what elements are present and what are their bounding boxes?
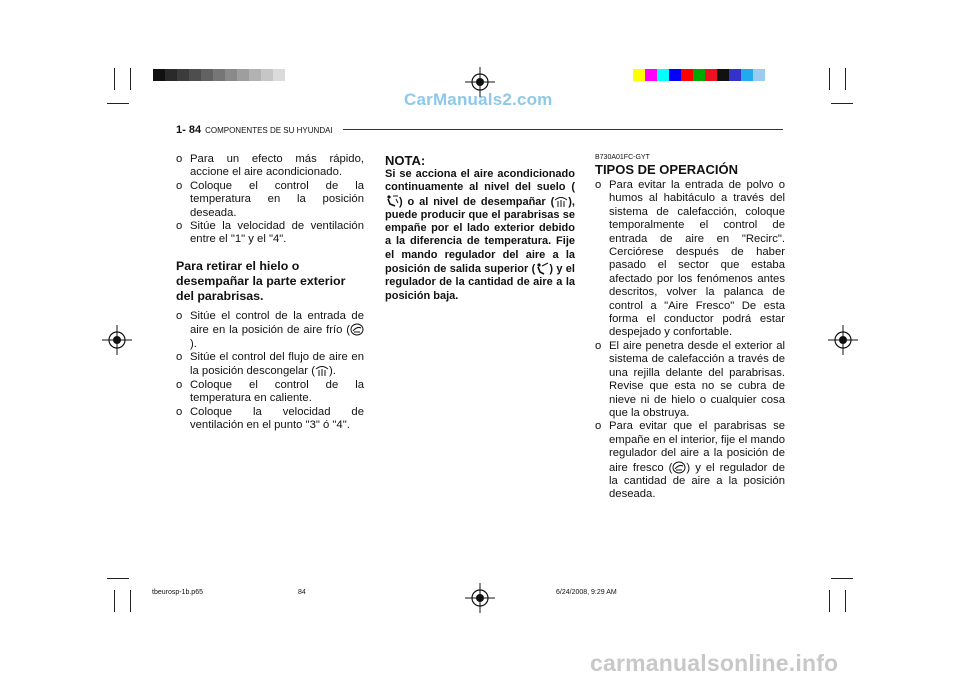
text: ).	[328, 365, 336, 378]
crop-mark	[114, 68, 115, 90]
crop-mark	[829, 68, 830, 90]
color-swatch	[681, 69, 693, 81]
footer-page: 84	[298, 589, 306, 596]
column-middle	[385, 153, 575, 303]
bullet-list	[595, 179, 785, 502]
crop-mark	[107, 103, 129, 104]
text: ) y el regulador de la cantidad de aire a la posición deseada.	[609, 461, 785, 501]
list-item: o Coloque el control de la temperatura en la posición deseada.	[176, 180, 364, 220]
color-swatch	[153, 69, 165, 81]
color-swatch	[753, 69, 765, 81]
defrost-icon	[554, 195, 568, 208]
footer-file: tbeurosp-1b.p65	[152, 589, 203, 596]
text: Para evitar que el parabrisas se empañe en el interior, fije el mando regulador del aire a la posición de aire fresco (	[609, 420, 785, 474]
crop-mark	[845, 68, 846, 90]
crop-mark	[845, 590, 846, 612]
text: ), puede producir que el parabrisas se empañe por el lado exterior debido a la diferencia de temperatura. Fije el mando regulador del aire a la posición de salida superior (	[385, 195, 575, 276]
fresh-air-icon	[672, 461, 686, 474]
list-item: o Coloque el control de la temperatura en caliente.	[176, 379, 364, 406]
color-swatch	[657, 69, 669, 81]
color-swatch	[669, 69, 681, 81]
crop-mark	[829, 590, 830, 612]
bullet-list	[176, 310, 364, 433]
footer-date: 6/24/2008, 9:29 AM	[556, 589, 617, 596]
watermark-bottom: carmanualsonline.info	[590, 650, 839, 676]
color-swatch	[741, 69, 753, 81]
section-code: B730A01FC-GYT	[595, 154, 650, 161]
color-swatch	[189, 69, 201, 81]
face-vent-icon	[535, 262, 549, 275]
crop-mark	[114, 590, 115, 612]
gray-calibration-bar	[153, 69, 285, 81]
text: Sitúe el control de la entrada de aire en la posición de aire frío (	[190, 309, 364, 337]
list-item: o Para un efecto más rápido, accione el aire acondicionado.	[176, 153, 364, 180]
color-swatch	[249, 69, 261, 81]
color-swatch	[693, 69, 705, 81]
list-item: o El aire penetra desde el exterior al sistema de calefacción a través de una rejilla delante del parabrisas. Revise que esta no se cubra de nieve ni de hielo o cualquier cosa que la obstruya.	[595, 340, 785, 420]
note-title: NOTA:	[385, 153, 426, 168]
color-swatch	[225, 69, 237, 81]
color-calibration-bar	[633, 69, 765, 81]
column-right	[595, 153, 785, 502]
floor-defrost-icon	[385, 195, 399, 208]
watermark-top: CarManuals2.com	[404, 90, 553, 109]
registration-mark-icon	[828, 325, 858, 355]
section-title: COMPONENTES DE SU HYUNDAI	[205, 126, 333, 135]
note-body	[385, 168, 575, 303]
crop-mark	[107, 578, 129, 579]
list-item: o Sitúe la velocidad de ventilación entre el "1" y el "4".	[176, 220, 364, 247]
crop-mark	[831, 578, 853, 579]
registration-mark-icon	[465, 67, 495, 97]
color-swatch	[165, 69, 177, 81]
text: ) y el regulador de la cantidad de aire a la posición baja.	[385, 263, 575, 302]
list-item	[176, 351, 364, 379]
page-header	[176, 124, 333, 136]
color-swatch	[273, 69, 285, 81]
bullet-list	[176, 153, 364, 247]
defrost-icon	[315, 364, 329, 377]
text: Si se acciona el aire acondicionado continuamente al nivel del suelo (	[385, 168, 575, 194]
crop-mark	[831, 103, 853, 104]
crop-mark	[130, 68, 131, 90]
registration-mark-icon	[102, 325, 132, 355]
page-number: 1- 84	[176, 124, 202, 136]
list-item	[595, 420, 785, 501]
color-swatch	[645, 69, 657, 81]
color-swatch	[201, 69, 213, 81]
list-item: o Para evitar la entrada de polvo o humos al habitáculo a través del sistema de calefacción, coloque temporalmente el control de entrada de aire en "Recirc". Cerciórese después de haber pasado el sector que estaba afectado por los fenómenos antes descritos, volver la palanca de control a "Aire Fresco" De esta forma el conductor podrá estar despejado y confortable.	[595, 179, 785, 340]
color-swatch	[177, 69, 189, 81]
list-item: o Coloque la velocidad de ventilación en el punto "3" ó "4".	[176, 406, 364, 433]
list-item	[176, 310, 364, 351]
color-swatch	[705, 69, 717, 81]
color-swatch	[717, 69, 729, 81]
text: ) o al nivel de desempañar (	[399, 195, 555, 208]
color-swatch	[261, 69, 273, 81]
registration-mark-icon	[465, 583, 495, 613]
text: Sitúe el control del flujo de aire en la posición descongelar (	[190, 351, 364, 378]
text: ).	[190, 337, 197, 350]
color-swatch	[633, 69, 645, 81]
section-heading: TIPOS DE OPERACIÓN	[595, 162, 739, 177]
color-swatch	[237, 69, 249, 81]
subheading-defrost: Para retirar el hielo o desempañar la parte exterior del parabrisas.	[176, 258, 346, 303]
header-rule	[343, 129, 783, 130]
color-swatch	[213, 69, 225, 81]
column-left	[176, 153, 364, 433]
crop-mark	[130, 590, 131, 612]
color-swatch	[729, 69, 741, 81]
fresh-air-icon	[350, 323, 364, 336]
